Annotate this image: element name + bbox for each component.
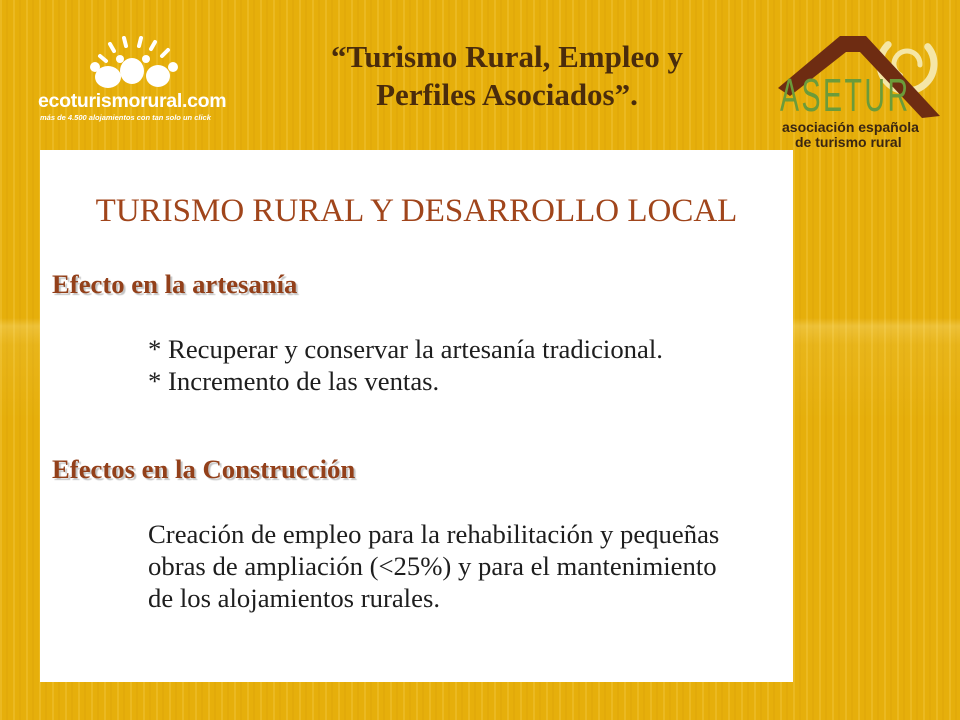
bullet-line: * Incremento de las ventas. bbox=[148, 366, 440, 396]
ecoturismorural-logo bbox=[36, 34, 232, 126]
paragraph-line: de los alojamientos rurales. bbox=[148, 583, 440, 613]
asetur-logo bbox=[772, 28, 944, 152]
slide-title-line-1: “Turismo Rural, Empleo y bbox=[331, 39, 683, 74]
asetur-subtitle-line-1: asociación española bbox=[782, 119, 919, 135]
bullet-line: * Recuperar y conservar la artesanía tradicional. bbox=[148, 334, 663, 364]
paragraph-line: obras de ampliación (<25%) y para el mantenimiento bbox=[148, 551, 717, 581]
section-heading: TURISMO RURAL Y DESARROLLO LOCAL bbox=[95, 193, 738, 229]
subsection-title-artesania: Efecto en la artesanía bbox=[52, 269, 298, 299]
ecoturismorural-tagline: más de 4.500 alojamientos con tan solo un click bbox=[40, 113, 211, 122]
ecoturismorural-wordmark: ecoturismorural.com bbox=[38, 90, 227, 112]
slide-title-line-2: Perfiles Asociados”. bbox=[376, 77, 638, 112]
asetur-wordmark: ASETUR bbox=[780, 69, 911, 121]
paragraph-line: Creación de empleo para la rehabilitación y pequeñas bbox=[148, 519, 720, 549]
sun-hands-icon bbox=[86, 36, 186, 90]
asetur-subtitle-line-2: de turismo rural bbox=[795, 134, 902, 150]
sun-rays bbox=[100, 38, 168, 61]
content-panel bbox=[40, 150, 793, 682]
slide-title bbox=[257, 38, 757, 114]
subsection-title-construccion: Efectos en la Construcción bbox=[52, 454, 356, 484]
